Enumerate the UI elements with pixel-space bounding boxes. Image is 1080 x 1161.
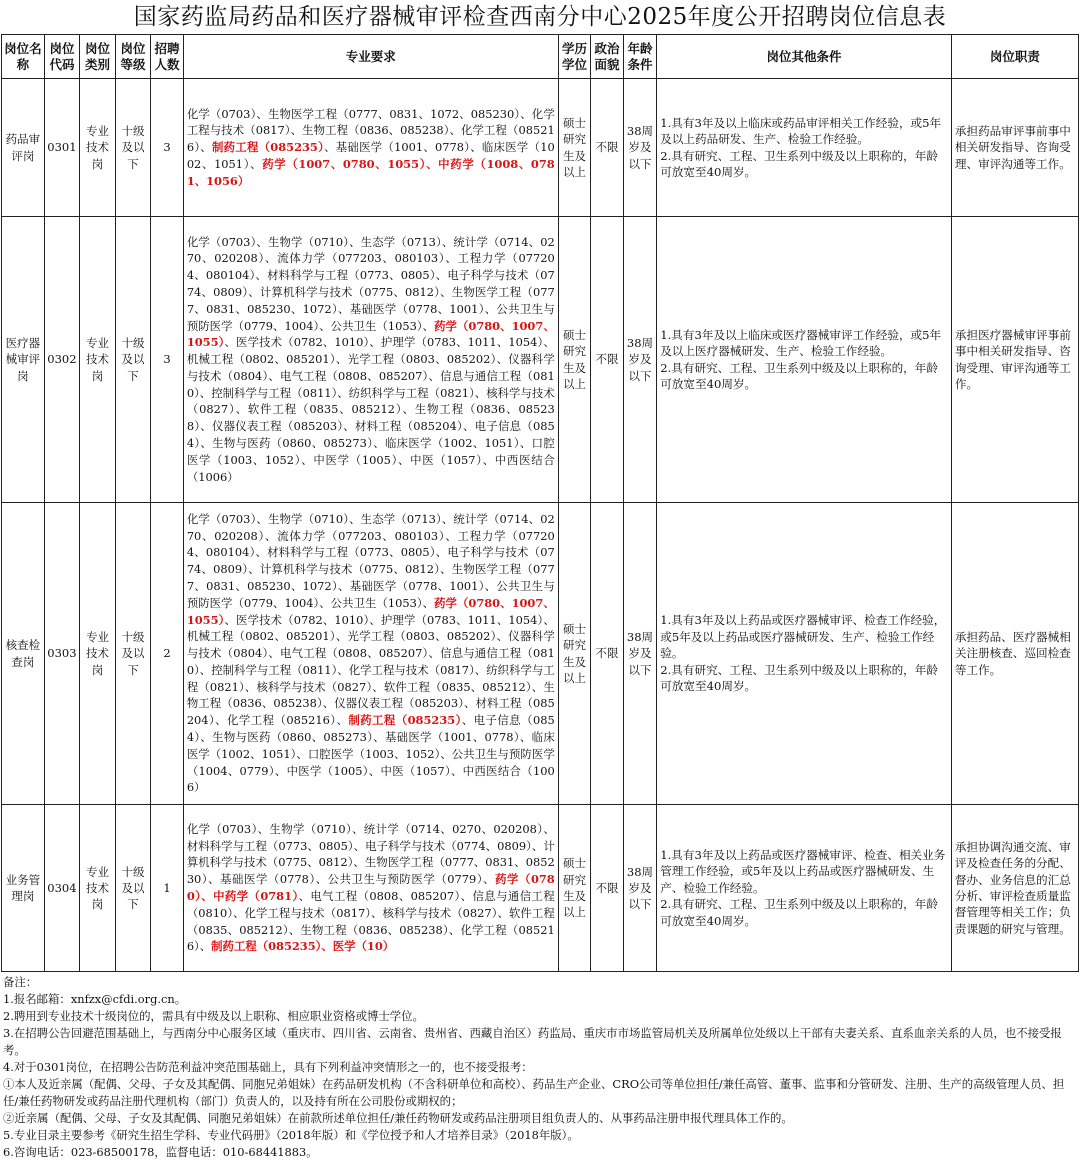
cell-position-code: 0303: [44, 503, 80, 805]
header-code: 岗位代码: [44, 35, 80, 79]
cell-position-name: 医疗器械审评岗: [2, 217, 45, 503]
note-line: ②近亲属（配偶、父母、子女及其配偶、同胞兄弟姐妹）在前款所述单位担任/兼任药物研发或药品注册项目组负责人的、从事药品注册申报代理具体工作的。: [3, 1111, 793, 1125]
header-category: 岗位类别: [80, 35, 116, 79]
cell-other-conditions: [657, 79, 952, 217]
cell-age: 38周岁及以下: [623, 217, 657, 503]
header-other: 岗位其他条件: [657, 35, 952, 79]
cell-duty: 承担协调沟通交流、审评及检查任务的分配、督办、业务信息的汇总分析、审评检查质量监督管理等相关工作；负责课题的研究与管理。: [951, 805, 1078, 972]
cell-recruit-count: 3: [151, 79, 184, 217]
condition-item: 1.具有3年及以上临床或药品审评相关工作经验，或5年及以上药品研发、生产、检验工作经验。: [660, 115, 942, 147]
header-political: 政治面貌: [591, 35, 624, 79]
major-highlight: 制药工程（085235）: [348, 713, 462, 728]
note-line: 4.对于0301岗位，在招聘公告防范利益冲突范围基础上，具有下列利益冲突情形之一的，也不接受报考：: [3, 1060, 533, 1074]
major-highlight: 制药工程（085235）: [211, 140, 325, 155]
note-line: 1.报名邮箱：xnfzx@cfdi.org.cn。: [3, 992, 187, 1006]
page-title: 国家药监局药品和医疗器械审评检查西南分中心2025年度公开招聘岗位信息表: [133, 4, 947, 30]
major-text: 化学（0703）、生物学（0710）、统计学（0714、0270、020208）、材料科学与工程（0773、0805）、电子科学与技术（0774、0809）、计算机科学与技术（0775、0812）、生物医学工程（0777、0831、085230）、基础医学（0778）、公共卫生与预防医学（0779）、: [186, 821, 555, 887]
major-highlight: 药学（1007、0780、1055）、中药学（1008、0781、1056）: [186, 156, 555, 188]
positions-table: [1, 34, 1079, 972]
cell-position-grade: 十级及以下: [115, 805, 151, 972]
cell-position-name: 业务管理岗: [2, 805, 45, 972]
cell-position-category: 专业技术岗: [80, 805, 116, 972]
cell-education: 硕士研究生及以上: [558, 79, 591, 217]
cell-position-code: 0304: [44, 805, 80, 972]
cell-political: 不限: [591, 79, 624, 217]
note-line: 备注：: [3, 975, 38, 989]
cell-duty: 承担药品审评事前事中相关研发指导、咨询受理、审评沟通等工作。: [951, 79, 1078, 217]
header-education: 学历学位: [558, 35, 591, 79]
cell-position-name: 药品审评岗: [2, 79, 45, 217]
cell-position-code: 0302: [44, 217, 80, 503]
cell-age: 38周岁及以下: [623, 79, 657, 217]
major-highlight: 药学（0780）、中药学（0781）: [186, 872, 555, 903]
major-text: 、电气工程（0808、085207）、信息与通信工程（0810）、化学工程与技术（0817）、核科学与技术（0827）、软件工程（0835、085212）、生物工程（0836、085238）、化学工程（085216）、: [186, 889, 555, 954]
notes-section: [0, 972, 1078, 1161]
header-grade: 岗位等级: [115, 35, 151, 79]
table-row: [2, 805, 1079, 972]
cell-age: 38周岁及以下: [623, 503, 657, 805]
cell-recruit-count: 3: [151, 217, 184, 503]
cell-position-grade: 十级及以下: [115, 503, 151, 805]
major-text: 化学（0703）、生物学（0710）、生态学（0713）、统计学（0714、0270、020208）、流体力学（077203、080103）、工程力学（077204、080104）、材料科学与工程（0773、0805）、电子科学与技术（0774、0809）、计算机科学与技术（0775、0812）、生物医学工程（0777、0831、085230、1072）、基础医学（0778、1001）、公共卫生与预防医学（0779、1004）、公共卫生（1053）、: [186, 511, 555, 610]
cell-other-conditions: [657, 805, 952, 972]
cell-position-category: 专业技术岗: [80, 503, 116, 805]
major-text: 化学（0703）、生物学（0710）、生态学（0713）、统计学（0714、0270、020208）、流体力学（077203、080103）、工程力学（077204、080104）、材料科学与工程（0773、0805）、电子科学与技术（0774、0809）、计算机科学与技术（0775、0812）、生物医学工程（0777、0831、085230、1072）、基础医学（0778、1001）、公共卫生与预防医学（0779、1004）、公共卫生（1053）、: [186, 234, 555, 333]
major-highlight: 药学（0780、1007、1055）: [186, 318, 555, 350]
cell-duty: 承担药品、医疗器械相关注册核查、巡回检查等工作。: [951, 503, 1078, 805]
condition-item: 2.具有研究、工程、卫生系列中级及以上职称的，年龄可放宽至40周岁。: [660, 360, 938, 391]
cell-education: 硕士研究生及以上: [558, 217, 591, 503]
cell-recruit-count: 1: [151, 805, 184, 972]
header-count: 招聘人数: [151, 35, 184, 79]
note-line: 6.咨询电话：023-68500178，监督电话：010-68441883。: [3, 1145, 318, 1159]
cell-position-category: 专业技术岗: [80, 79, 116, 217]
cell-age: 38周岁及以下: [623, 805, 657, 972]
header-age: 年龄条件: [623, 35, 657, 79]
table-row: [2, 503, 1079, 805]
major-highlight: 制药工程（085235）、医学（10）: [211, 939, 395, 954]
cell-recruit-count: 2: [151, 503, 184, 805]
cell-position-name: 核查检查岗: [2, 503, 45, 805]
cell-education: 硕士研究生及以上: [558, 503, 591, 805]
major-highlight: 药学（0780、1007、1055）: [186, 595, 555, 627]
cell-political: 不限: [591, 217, 624, 503]
cell-major-requirement: [183, 503, 558, 805]
condition-item: 1.具有3年及以上药品或医疗器械审评、检查、相关业务管理工作经验，或5年及以上药品或医疗器械研发、生产、检验工作经验。: [660, 847, 946, 895]
cell-position-grade: 十级及以下: [115, 79, 151, 217]
cell-position-category: 专业技术岗: [80, 217, 116, 503]
major-text: 、医学技术（0782、1010）、护理学（0783、1011、1054）、机械工程（0802、085201）、光学工程（0803、085202）、仪器科学与技术（0804）、电气工程（0808、085207）、信息与通信工程（0810）、控制科学与工程（0811）、纺织科学与工程（0821）、核科学与技术（0827）、软件工程（0835、085212）、生物工程（0836、085238）、仪器仪表工程（085203）、材料工程（085204）、电子信息（0854）、生物与医药（0860、085273）、临床医学（1002、1051）、口腔医学（1003、1052）、中医学（1005）、中医（1057）、中西医结合（1006）: [186, 335, 555, 484]
condition-item: 2.具有研究、工程、卫生系列中级及以上职称的，年龄可放宽至40周岁。: [660, 897, 938, 928]
table-row: [2, 217, 1079, 503]
major-text: 化学（0703）、生物医学工程（0777、0831、1072、085230）、化学工程与技术（0817）、生物工程（0836、085238）、化学工程（085216）、: [186, 106, 555, 155]
cell-position-grade: 十级及以下: [115, 217, 151, 503]
major-text: 、基础医学（1001、0778）、临床医学（1002、1051）、: [186, 140, 555, 171]
condition-item: 2.具有研究、工程、卫生系列中级及以上职称的，年龄可放宽至40周岁。: [660, 662, 938, 694]
note-line: 5.专业目录主要参考《研究生招生学科、专业代码册》（2018年版）和《学位授予和人才培养目录》（2018年版）。: [3, 1128, 579, 1142]
condition-item: 2.具有研究、工程、卫生系列中级及以上职称的，年龄可放宽至40周岁。: [660, 148, 938, 179]
header-major: 专业要求: [183, 35, 558, 79]
cell-political: 不限: [591, 503, 624, 805]
cell-position-code: 0301: [44, 79, 80, 217]
cell-education: 硕士研究生及以上: [558, 805, 591, 972]
cell-duty: 承担医疗器械审评事前事中相关研发指导、咨询受理、审评沟通等工作。: [951, 217, 1078, 503]
major-text: 、医学技术（0782、1010）、护理学（0783、1011、1054）、机械工程（0802、085201）、光学工程（0803、085202）、仪器科学与技术（0804）、电气工程（0808、085207）、信息与通信工程（0810）、控制科学与工程（0811）、化学工程与技术（0817）、纺织科学与工程（0821）、核科学与技术（0827）、软件工程（0835、085212）、生物工程（0836、085238）、仪器仪表工程（085203）、材料工程（085204）、化学工程（085216）、: [186, 612, 555, 728]
note-line: 2.聘用到专业技术十级岗位的，需具有中级及以上职称、相应职业资格或博士学位。: [3, 1009, 424, 1023]
header-duty: 岗位职责: [951, 35, 1078, 79]
table-row: [2, 79, 1079, 217]
cell-major-requirement: [183, 217, 558, 503]
table-header-row: [2, 35, 1079, 79]
condition-item: 1.具有3年及以上临床或医疗器械审评工作经验，或5年及以上医疗器械研发、生产、检验工作经验。: [660, 327, 942, 359]
note-line: ①本人及近亲属（配偶、父母、子女及其配偶、同胞兄弟姐妹）在药品研发机构（不含科研单位和高校）、药品生产企业、CRO公司等单位担任/兼任高管、董事、监事和分管研发、注册、生产的高级管理人员、担任/兼任药物研发或药品注册代理机构（部门）负责人的，以及持有所在公司股份或期权的；: [3, 1077, 1065, 1108]
header-name: 岗位名称: [2, 35, 45, 79]
major-text: 、电子信息（0854）、生物与医药（0860、085273）、基础医学（1001、0778）、临床医学（1002、1051）、口腔医学（1003、1052）、公共卫生与预防医学（1004、0779）、中医学（1005）、中医（1057）、中西医结合（1006）: [186, 713, 555, 795]
cell-other-conditions: [657, 217, 952, 503]
condition-item: 1.具有3年及以上药品或医疗器械审评、检查工作经验，或5年及以上药品或医疗器械研发、生产、检验工作经验。: [660, 613, 946, 661]
cell-major-requirement: [183, 79, 558, 217]
cell-major-requirement: [183, 805, 558, 972]
note-line: 3.在招聘公告回避范围基础上，与西南分中心服务区域（重庆市、四川省、云南省、贵州省、西藏自治区）药监局、重庆市市场监管局机关及所属单位处级以上干部有夫妻关系、直系血亲关系的人员，也不接受报考。: [3, 1026, 1062, 1057]
cell-political: 不限: [591, 805, 624, 972]
cell-other-conditions: [657, 503, 952, 805]
